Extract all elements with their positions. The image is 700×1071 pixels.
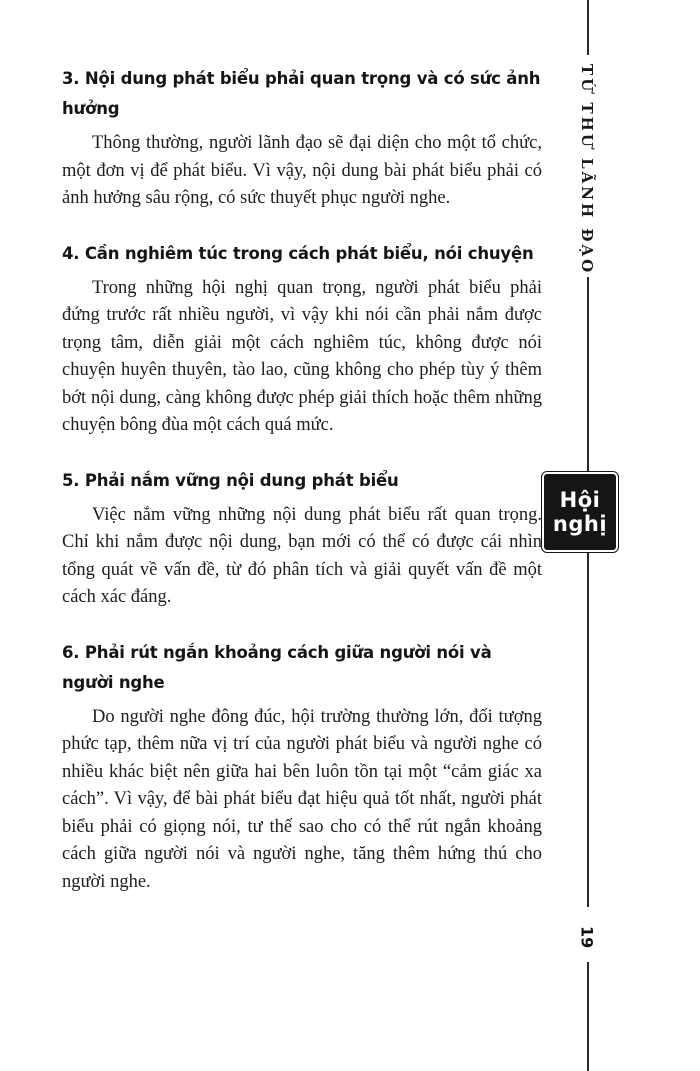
margin-rule-top (587, 0, 589, 55)
running-title: TỨ THƯ LÃNH ĐẠO (578, 64, 596, 276)
section-5 (62, 466, 542, 612)
page-number: 19 (577, 926, 597, 949)
page-content (62, 64, 542, 922)
chapter-badge-line-1: Hội (559, 488, 601, 512)
section-heading: 4. Cần nghiêm túc trong cách phát biểu, nói chuyện (62, 243, 534, 263)
section-6 (62, 638, 542, 897)
chapter-badge-line-2: nghị (552, 512, 608, 536)
section-3 (62, 64, 542, 213)
section-heading: 3. Nội dung phát biểu phải quan trọng và có sức ảnh hưởng (62, 69, 541, 118)
chapter-badge (542, 472, 618, 552)
section-body: Trong những hội nghị quan trọng, người phát biểu phải đứng trước rất nhiều người, vì vậy khi nói cần phải nắm được trọng tâm, diễn giải một cách nghiêm túc, không được nói chuyện huyên thuyên, tào lao, cũng không cho phép tùy ý thêm bớt nội dung, càng không được phép giải thích hoặc thêm những chuyện bông đùa một cách quá mức. (62, 277, 542, 435)
section-body: Do người nghe đông đúc, hội trường thường lớn, đối tượng phức tạp, thêm nữa vị trí của người phát biểu và người nghe có nhiều khác biệt nên giữa hai bên luôn tồn tại một “cảm giác xa cách”. Vì vậy, để bài phát biểu đạt hiệu quả tốt nhất, người phát biểu phải có giọng nói, tư thế sao cho có thể rút ngắn khoảng cách giữa người nói và người nghe, tăng thêm hứng thú cho người nghe. (62, 706, 542, 892)
margin-rule-middle (587, 262, 589, 907)
margin-rule-bottom (587, 962, 589, 1071)
section-heading: 5. Phải nắm vững nội dung phát biểu (62, 470, 399, 490)
section-4 (62, 239, 542, 440)
section-body: Thông thường, người lãnh đạo sẽ đại diện cho một tổ chức, một đơn vị để phát biểu. Vì vậy, nội dung bài phát biểu phải có ảnh hưởng sâu rộng, có sức thuyết phục người nghe. (62, 133, 542, 208)
section-heading: 6. Phải rút ngắn khoảng cách giữa người nói và người nghe (62, 642, 492, 692)
section-body: Việc nắm vững những nội dung phát biểu rất quan trọng. Chỉ khi nắm được nội dung, bạn mới có thể có được cái nhìn tổng quát về vấn đề, từ đó phân tích và giải quyết vấn đề một cách xác đáng. (62, 504, 542, 607)
